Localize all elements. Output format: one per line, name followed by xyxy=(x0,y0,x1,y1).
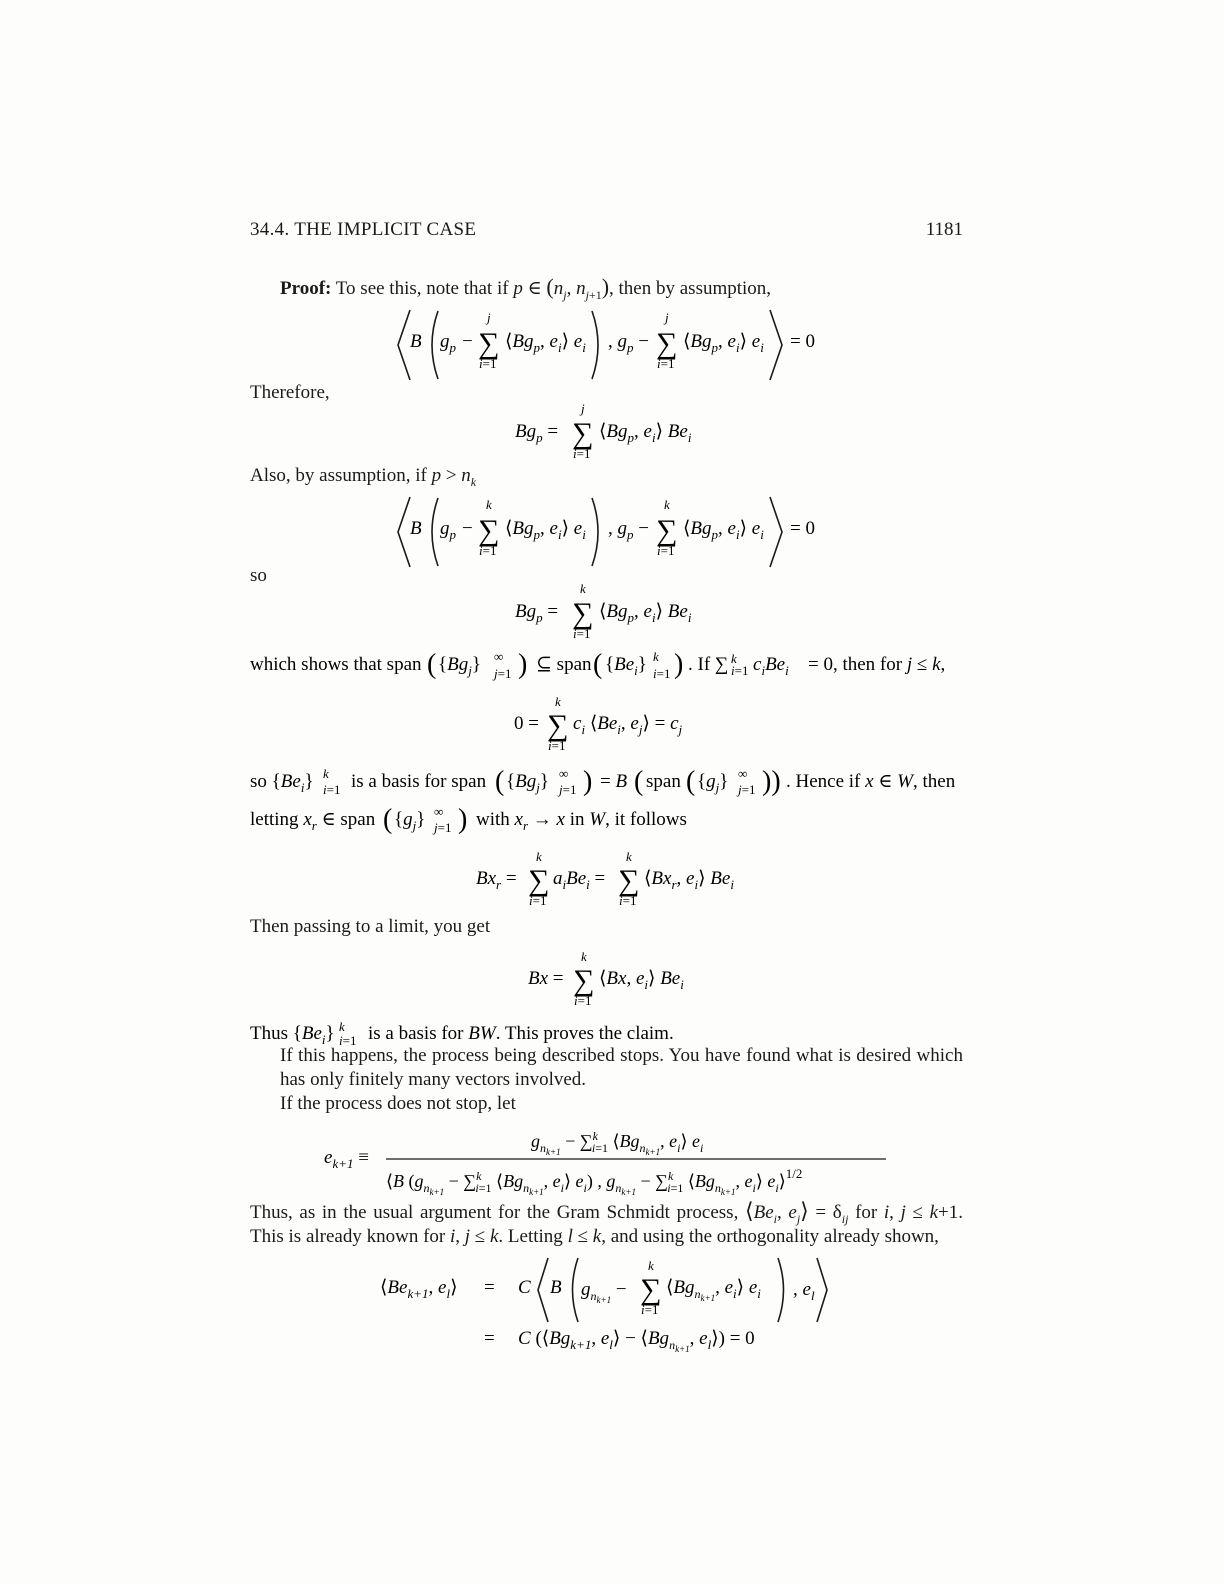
svg-text:i=1: i=1 xyxy=(657,356,675,371)
svg-text:gp: $g_p$ xyxy=(440,518,456,542)
svg-text:⟨Bx, ei⟩ Bei: ⟨Bx, $e_i⟩$ $Be_i$ xyxy=(599,968,684,992)
proof-intro: Proof: To see this, note that if p ∈ ($n_j$, $n_{j+1}$), then by assumption, xyxy=(280,274,772,302)
svg-text:∑: ∑ xyxy=(656,514,678,547)
svg-text:k: k xyxy=(486,497,492,512)
svg-text:ci ⟨Bei, ej⟩ = cj: $c_i$ $⟨Be_i$, $e_j⟩ = c_j$ xyxy=(573,713,683,737)
svg-text:gp: $g_p$ xyxy=(440,331,456,355)
svg-text:Bx =: Bx = xyxy=(528,968,564,989)
svg-text:): ) xyxy=(518,649,528,680)
svg-text:{Bgj}: $\{Bg_j\}$ xyxy=(506,771,549,795)
so-text: so xyxy=(250,565,267,586)
svg-text:(: ( xyxy=(495,766,505,797)
svg-text:Bxr =: $Bx_r$ = xyxy=(476,868,517,892)
svg-text:= 0, then for j ≤ k,: = 0, then for j ≤ k, xyxy=(808,654,946,675)
svg-text:⟨Bgp, ei⟩ ei: $⟨Bg_p$, $e_i⟩$ $e_i$ xyxy=(505,518,586,542)
svg-text:∑: ∑ xyxy=(656,327,678,360)
span-inclusion-line xyxy=(250,643,963,687)
svg-text:k: k xyxy=(536,849,542,864)
svg-text:⟨Bgp, ei⟩ ei: $⟨Bg_p$, $e_i⟩$ $e_i$ xyxy=(683,331,764,355)
svg-text:aiBei =: $a_iBe_i$ = xyxy=(553,868,606,892)
svg-text:C (⟨Bgk+1, el⟩ − ⟨Bgnk+1, el⟩): C ($⟨Bg_{k+1}$, $e_l⟩$ − $⟨Bg_nk+1$, $e_l⟩) = 0$ xyxy=(518,1328,755,1354)
svg-text:⟨B (gnk+1 − ∑ki=1 ⟨Bgnk+1, ei⟩: ⟨B ($g_nk+1 - \sum^k$ i=1 $⟨Bg_nk+1$, $e_i⟩$ $e_i$) , $g_nk+1 - \sum^k$ i=1 $⟨Bg_nk+1$, $e_i⟩$ $e_i⟩^{1/2}$ xyxy=(386,1166,803,1197)
svg-text:= B: = B xyxy=(600,771,628,792)
svg-text:= 0: = 0 xyxy=(790,331,815,352)
equation-6 xyxy=(250,847,963,912)
svg-text:∞: ∞ xyxy=(559,766,569,781)
svg-text:⟨Bek+1, el⟩: $⟨Be_{k+1}$, $e_l⟩$ xyxy=(380,1277,458,1301)
svg-text:⟨Bgp, ei⟩ Bei: $⟨Bg_p$, $e_i⟩$ $Be_i$ xyxy=(599,601,692,625)
svg-text:so {Bei}: so $\{Be_i\}$ xyxy=(250,771,314,795)
svg-text:∞: ∞ xyxy=(494,649,504,664)
svg-text:⟨Bgnk+1, ei⟩ ei: $⟨Bg_nk+1$, $e_i⟩$ $e_i$ xyxy=(666,1277,761,1303)
svg-text:with xr → x in W, it follows: with $x_r \to x$ in W, it follows xyxy=(476,809,687,833)
svg-text:j: j xyxy=(487,310,491,325)
svg-text:, gp −: , $g_p$ − xyxy=(608,331,649,355)
svg-text:j=1: j=1 xyxy=(434,820,452,835)
svg-text:C: C xyxy=(518,1277,531,1298)
svg-text:{Bei}: $\{Be_i\}$ xyxy=(605,654,647,678)
svg-text:j=1: j=1 xyxy=(494,666,512,681)
therefore-text: Therefore, xyxy=(250,382,330,403)
letting-line xyxy=(250,799,963,843)
svg-text:(: ( xyxy=(686,766,696,797)
svg-text:∞: ∞ xyxy=(434,804,444,819)
svg-text:i=1: i=1 xyxy=(657,543,675,558)
also-assumption: Also, by assumption, if $p > n_k$ xyxy=(250,465,477,489)
equation-9 xyxy=(250,1250,963,1365)
svg-text:i=1: i=1 xyxy=(339,1033,357,1048)
svg-text:k: k xyxy=(580,581,586,596)
svg-text:k: k xyxy=(323,766,329,781)
svg-text:∑: ∑ xyxy=(547,709,569,742)
svg-text:Thus {Bei}: Thus $\{Be_i\}$ xyxy=(250,1023,335,1047)
svg-text:(: ( xyxy=(593,649,603,680)
svg-text:∑: ∑ xyxy=(528,864,550,897)
proof-label: Proof: xyxy=(280,278,332,299)
svg-text:): ) xyxy=(583,766,593,797)
equation-5 xyxy=(250,695,963,757)
passing-limit: Then passing to a limit, you get xyxy=(250,916,491,937)
equation-2 xyxy=(250,400,963,465)
svg-text:j=1: j=1 xyxy=(559,782,577,797)
equation-8 xyxy=(250,1120,963,1200)
process-not-stop: If the process does not stop, let xyxy=(280,1093,516,1114)
svg-text:j: j xyxy=(665,310,669,325)
svg-text:(: ( xyxy=(427,649,437,680)
svg-text:i=1: i=1 xyxy=(574,993,592,1008)
svg-text:{gj}: $\{g_j\}$ xyxy=(697,771,729,795)
svg-text:)): )) xyxy=(762,766,781,797)
svg-text:. Hence if x ∈ W, then: . Hence if x ∈ W, then xyxy=(786,771,956,792)
svg-text:, el: , $e_l$ xyxy=(793,1279,815,1303)
svg-text:∑: ∑ xyxy=(618,864,640,897)
svg-text:which shows that span: which shows that span xyxy=(250,654,422,675)
svg-text:): ) xyxy=(458,804,468,835)
svg-text:Bgp =: $Bg_p$ = xyxy=(515,601,559,625)
svg-text:B: B xyxy=(410,518,422,539)
svg-text:∑: ∑ xyxy=(573,964,595,997)
svg-text:span: span xyxy=(646,771,681,792)
svg-text:k: k xyxy=(731,651,737,666)
svg-text:(: ( xyxy=(634,766,644,797)
equation-1 xyxy=(250,305,963,385)
svg-text:i=1: i=1 xyxy=(619,893,637,908)
svg-text:i=1: i=1 xyxy=(323,782,341,797)
svg-text:j: j xyxy=(581,401,585,416)
svg-text:⟨Bgp, ei⟩ ei: $⟨Bg_p$, $e_i⟩$ $e_i$ xyxy=(683,518,764,542)
svg-text:−: − xyxy=(462,518,473,539)
svg-text:{Bgj}: $\{Bg_j\}$ xyxy=(438,654,481,678)
svg-text:=: = xyxy=(484,1328,495,1349)
svg-text:= 0: = 0 xyxy=(790,518,815,539)
svg-text:⟨Bgp, ei⟩ ei: $⟨Bg_p$, $e_i⟩$ $e_i$ xyxy=(505,331,586,355)
svg-text:k: k xyxy=(555,695,561,709)
svg-text:ciBei: $c_iBe_i$ xyxy=(753,654,789,678)
equation-4 xyxy=(250,580,963,645)
svg-text:i=1: i=1 xyxy=(731,663,749,678)
svg-text:k: k xyxy=(626,849,632,864)
svg-text:Bgp =: $Bg_p$ = xyxy=(515,421,559,445)
svg-text:gnk+1 −: $g_nk+1$ − xyxy=(581,1279,627,1305)
svg-text:i=1: i=1 xyxy=(641,1302,659,1317)
svg-text:i=1: i=1 xyxy=(653,666,671,681)
svg-text:is a basis for BW. This proves: is a basis for BW. This proves the claim. xyxy=(368,1023,674,1044)
svg-text:. If ∑: . If ∑ xyxy=(688,654,729,675)
svg-text:k: k xyxy=(664,497,670,512)
svg-text:k: k xyxy=(653,649,659,664)
equation-3 xyxy=(250,492,963,572)
svg-text:i=1: i=1 xyxy=(548,738,566,753)
svg-text:i=1: i=1 xyxy=(529,893,547,908)
svg-text:∑: ∑ xyxy=(572,417,594,450)
svg-text:∑: ∑ xyxy=(478,327,500,360)
svg-text:letting xr ∈ span: letting $x_r$ ∈ span xyxy=(250,809,376,833)
svg-text:i=1: i=1 xyxy=(479,356,497,371)
svg-text:i=1: i=1 xyxy=(479,543,497,558)
svg-text:⊆ span: ⊆ span xyxy=(536,654,592,675)
svg-text:j=1: j=1 xyxy=(738,782,756,797)
svg-text:⟨Bxr, ei⟩ Bei: $⟨Bx_r$, $e_i⟩$ $Be_i$ xyxy=(644,868,734,892)
svg-text:∑: ∑ xyxy=(640,1273,662,1306)
svg-text:0 =: 0 = xyxy=(514,713,539,734)
svg-text:∑: ∑ xyxy=(478,514,500,547)
process-stops: If this happens, the process being described stops. You have found what is desired which has only finitely many vectors involved. xyxy=(280,1045,963,1090)
page-number: 1181 xyxy=(925,219,963,240)
section-title: 34.4. THE IMPLICIT CASE xyxy=(250,219,477,240)
svg-text:k: k xyxy=(339,1019,345,1034)
svg-text:−: − xyxy=(462,331,473,352)
svg-text:B: B xyxy=(410,331,422,352)
svg-text:∞: ∞ xyxy=(738,766,748,781)
svg-text:k: k xyxy=(648,1258,654,1273)
svg-text:, gp −: , $g_p$ − xyxy=(608,518,649,542)
svg-text:gnk+1 − ∑ki=1 ⟨Bgnk+1, ei⟩ ei: $g_nk+1 - \sum^k$ i=1 $⟨Bg_nk+1$, $e_i⟩$ $e_i$ xyxy=(531,1129,704,1157)
svg-text:=: = xyxy=(484,1277,495,1298)
svg-text:i=1: i=1 xyxy=(573,446,591,461)
svg-text:k: k xyxy=(581,949,587,964)
svg-text:is a basis for span: is a basis for span xyxy=(351,771,487,792)
svg-text:): ) xyxy=(674,649,684,680)
equation-7 xyxy=(250,947,963,1012)
gram-schmidt-text: Thus, as in the usual argument for the Gram Schmidt process, $⟨Be_i$, $e_j⟩ = \delta_{ij}$ for i, j ≤ k+1. This is already known for i, j ≤ k. Letting l ≤ k, and using the orthogonality already shown, xyxy=(250,1198,964,1247)
svg-text:B: B xyxy=(550,1277,562,1298)
svg-text:{gj}: $\{g_j\}$ xyxy=(394,809,426,833)
svg-text:i=1: i=1 xyxy=(573,626,591,641)
svg-text:ek+1 ≡: $e_{k+1}$ ≡ xyxy=(324,1147,369,1171)
svg-text:∑: ∑ xyxy=(572,597,594,630)
svg-text:(: ( xyxy=(383,804,393,835)
svg-text:⟨Bgp, ei⟩ Bei: $⟨Bg_p$, $e_i⟩$ $Be_i$ xyxy=(599,421,692,445)
